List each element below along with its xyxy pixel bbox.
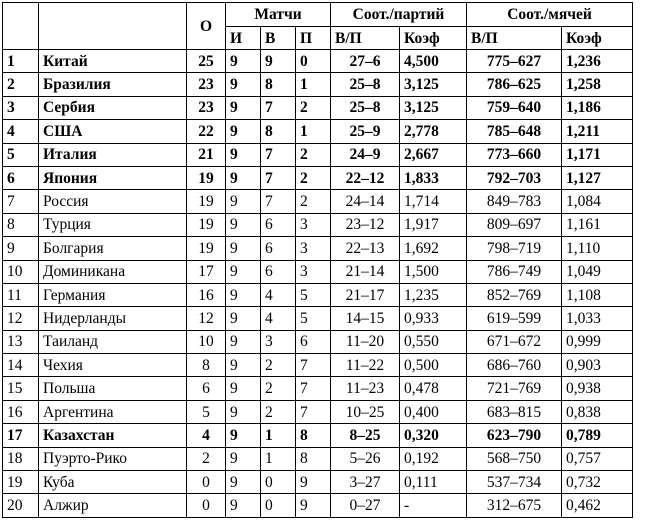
sets-wl-cell: 0–27 [331,494,400,517]
balls-coef-cell: 1,161 [562,213,633,236]
played-cell: 9 [226,96,261,119]
team-cell: Доминикана [39,260,187,283]
points-cell: 19 [187,166,226,189]
lost-cell: 3 [296,260,331,283]
lost-cell: 7 [296,377,331,400]
points-cell: 16 [187,283,226,306]
played-cell: 9 [226,166,261,189]
points-cell: 2 [187,447,226,470]
won-cell: 7 [261,190,296,213]
played-cell: 9 [226,471,261,494]
points-cell: 6 [187,377,226,400]
table-row [3,307,633,330]
points-cell: 19 [187,237,226,260]
played-cell: 9 [226,213,261,236]
balls-wl-cell: 849–783 [467,190,562,213]
sets-wl-cell: 24–14 [331,190,400,213]
balls-coef-cell: 0,838 [562,400,633,423]
won-cell: 2 [261,400,296,423]
played-cell: 9 [226,190,261,213]
points-cell: 23 [187,96,226,119]
lost-cell: 9 [296,471,331,494]
balls-coef-cell: 0,462 [562,494,633,517]
balls-wl-cell: 537–734 [467,471,562,494]
sets-coef-cell: 0,550 [400,330,467,353]
position-cell: 17 [3,424,39,447]
balls-coef-cell: 0,938 [562,377,633,400]
team-cell: Таиланд [39,330,187,353]
sets-wl-cell: 11–20 [331,330,400,353]
won-cell: 2 [261,354,296,377]
balls-wl-cell: 619–599 [467,307,562,330]
lost-cell: 9 [296,494,331,517]
team-cell: Аргентина [39,400,187,423]
position-cell: 3 [3,96,39,119]
sets-coef-cell: 0,192 [400,447,467,470]
played-cell: 9 [226,260,261,283]
won-cell: 2 [261,377,296,400]
lost-cell: 2 [296,96,331,119]
balls-wl-cell: 792–703 [467,166,562,189]
won-cell: 7 [261,96,296,119]
won-cell: 6 [261,213,296,236]
points-cell: 8 [187,354,226,377]
played-cell: 9 [226,377,261,400]
points-cell: 17 [187,260,226,283]
position-cell: 10 [3,260,39,283]
team-cell: Болгария [39,237,187,260]
lost-cell: 8 [296,424,331,447]
won-cell: 3 [261,330,296,353]
balls-wl-cell: 775–627 [467,50,562,73]
header-balls-wl: В/П [467,27,562,50]
won-cell: 1 [261,447,296,470]
balls-wl-cell: 671–672 [467,330,562,353]
table-row [3,143,633,166]
header-lost: П [296,27,331,50]
points-cell: 4 [187,424,226,447]
played-cell: 9 [226,354,261,377]
balls-wl-cell: 683–815 [467,400,562,423]
played-cell: 9 [226,120,261,143]
table-row [3,213,633,236]
header-points: О [187,3,226,50]
won-cell: 8 [261,120,296,143]
position-cell: 20 [3,494,39,517]
team-cell: Япония [39,166,187,189]
points-cell: 23 [187,73,226,96]
sets-coef-cell: 2,778 [400,120,467,143]
lost-cell: 5 [296,283,331,306]
won-cell: 0 [261,494,296,517]
sets-wl-cell: 5–26 [331,447,400,470]
team-cell: Куба [39,471,187,494]
team-cell: США [39,120,187,143]
lost-cell: 1 [296,120,331,143]
sets-coef-cell: 0,320 [400,424,467,447]
won-cell: 7 [261,166,296,189]
team-cell: Алжир [39,494,187,517]
won-cell: 4 [261,283,296,306]
sets-coef-cell: 0,500 [400,354,467,377]
points-cell: 19 [187,190,226,213]
sets-coef-cell: 0,933 [400,307,467,330]
sets-coef-cell: 1,235 [400,283,467,306]
header-sets-ratio: Соот./партий [331,3,467,27]
points-cell: 22 [187,120,226,143]
table-row [3,377,633,400]
header-sets-wl: В/П [331,27,400,50]
table-row [3,424,633,447]
table-row [3,354,633,377]
position-cell: 18 [3,447,39,470]
sets-wl-cell: 25–8 [331,96,400,119]
lost-cell: 5 [296,307,331,330]
sets-coef-cell: 0,400 [400,400,467,423]
played-cell: 9 [226,283,261,306]
balls-coef-cell: 1,236 [562,50,633,73]
header-balls-ratio: Соот./мячей [467,3,633,27]
sets-wl-cell: 23–12 [331,213,400,236]
lost-cell: 7 [296,354,331,377]
team-cell: Турция [39,213,187,236]
balls-wl-cell: 773–660 [467,143,562,166]
header-row-top [3,3,633,27]
balls-coef-cell: 0,732 [562,471,633,494]
team-cell: Италия [39,143,187,166]
table-row [3,120,633,143]
position-cell: 12 [3,307,39,330]
balls-coef-cell: 1,258 [562,73,633,96]
sets-coef-cell: 1,833 [400,166,467,189]
table-row [3,96,633,119]
sets-coef-cell: 3,125 [400,73,467,96]
sets-coef-cell: 0,111 [400,471,467,494]
team-cell: Польша [39,377,187,400]
sets-wl-cell: 11–22 [331,354,400,377]
table-row [3,260,633,283]
sets-coef-cell: 3,125 [400,96,467,119]
balls-coef-cell: 1,049 [562,260,633,283]
team-cell: Пуэрто-Рико [39,447,187,470]
position-cell: 6 [3,166,39,189]
played-cell: 9 [226,400,261,423]
lost-cell: 3 [296,213,331,236]
team-cell: Чехия [39,354,187,377]
balls-wl-cell: 686–760 [467,354,562,377]
balls-coef-cell: 0,789 [562,424,633,447]
sets-coef-cell: 1,500 [400,260,467,283]
lost-cell: 2 [296,143,331,166]
table-row [3,471,633,494]
sets-wl-cell: 22–13 [331,237,400,260]
sets-wl-cell: 14–15 [331,307,400,330]
balls-wl-cell: 568–750 [467,447,562,470]
sets-wl-cell: 10–25 [331,400,400,423]
sets-wl-cell: 27–6 [331,50,400,73]
sets-coef-cell: 1,917 [400,213,467,236]
table-row [3,400,633,423]
points-cell: 25 [187,50,226,73]
position-cell: 9 [3,237,39,260]
table-row [3,330,633,353]
played-cell: 9 [226,143,261,166]
points-cell: 5 [187,400,226,423]
sets-coef-cell: - [400,494,467,517]
won-cell: 4 [261,307,296,330]
position-cell: 8 [3,213,39,236]
lost-cell: 2 [296,190,331,213]
points-cell: 21 [187,143,226,166]
won-cell: 1 [261,424,296,447]
sets-coef-cell: 2,667 [400,143,467,166]
table-row [3,494,633,517]
balls-coef-cell: 1,033 [562,307,633,330]
won-cell: 8 [261,73,296,96]
table-row [3,237,633,260]
balls-wl-cell: 721–769 [467,377,562,400]
table-row [3,190,633,213]
position-cell: 19 [3,471,39,494]
position-cell: 7 [3,190,39,213]
header-played: И [226,27,261,50]
sets-wl-cell: 22–12 [331,166,400,189]
sets-coef-cell: 0,478 [400,377,467,400]
header-balls-coef: Коэф [562,27,633,50]
balls-coef-cell: 1,211 [562,120,633,143]
played-cell: 9 [226,237,261,260]
balls-coef-cell: 1,110 [562,237,633,260]
points-cell: 0 [187,471,226,494]
table-row [3,166,633,189]
balls-coef-cell: 0,757 [562,447,633,470]
balls-coef-cell: 1,127 [562,166,633,189]
balls-coef-cell: 1,108 [562,283,633,306]
points-cell: 12 [187,307,226,330]
standings-body [3,50,633,518]
team-cell: Нидерланды [39,307,187,330]
header-sets-coef: Коэф [400,27,467,50]
lost-cell: 2 [296,166,331,189]
sets-wl-cell: 25–9 [331,120,400,143]
header-team [39,3,187,50]
won-cell: 6 [261,237,296,260]
table-row [3,283,633,306]
position-cell: 14 [3,354,39,377]
sets-wl-cell: 11–23 [331,377,400,400]
balls-wl-cell: 786–749 [467,260,562,283]
header-won: В [261,27,296,50]
balls-wl-cell: 809–697 [467,213,562,236]
points-cell: 0 [187,494,226,517]
won-cell: 9 [261,50,296,73]
position-cell: 15 [3,377,39,400]
balls-coef-cell: 1,171 [562,143,633,166]
position-cell: 4 [3,120,39,143]
balls-coef-cell: 0,903 [562,354,633,377]
position-cell: 16 [3,400,39,423]
played-cell: 9 [226,307,261,330]
team-cell: Бразилия [39,73,187,96]
position-cell: 1 [3,50,39,73]
played-cell: 9 [226,447,261,470]
balls-wl-cell: 852–769 [467,283,562,306]
lost-cell: 1 [296,73,331,96]
position-cell: 5 [3,143,39,166]
team-cell: Китай [39,50,187,73]
balls-wl-cell: 759–640 [467,96,562,119]
lost-cell: 0 [296,50,331,73]
sets-wl-cell: 24–9 [331,143,400,166]
sets-coef-cell: 1,692 [400,237,467,260]
balls-wl-cell: 798–719 [467,237,562,260]
sets-wl-cell: 3–27 [331,471,400,494]
won-cell: 0 [261,471,296,494]
header-matches: Матчи [226,3,331,27]
lost-cell: 3 [296,237,331,260]
played-cell: 9 [226,330,261,353]
team-cell: Казахстан [39,424,187,447]
sets-wl-cell: 21–17 [331,283,400,306]
won-cell: 7 [261,143,296,166]
balls-wl-cell: 312–675 [467,494,562,517]
header-position [3,3,39,50]
position-cell: 11 [3,283,39,306]
played-cell: 9 [226,50,261,73]
sets-coef-cell: 1,714 [400,190,467,213]
team-cell: Германия [39,283,187,306]
standings-table [2,2,633,518]
points-cell: 19 [187,213,226,236]
won-cell: 6 [261,260,296,283]
lost-cell: 6 [296,330,331,353]
balls-wl-cell: 623–790 [467,424,562,447]
balls-wl-cell: 785–648 [467,120,562,143]
position-cell: 13 [3,330,39,353]
table-row [3,50,633,73]
lost-cell: 8 [296,447,331,470]
sets-wl-cell: 25–8 [331,73,400,96]
table-row [3,73,633,96]
team-cell: Сербия [39,96,187,119]
played-cell: 9 [226,73,261,96]
position-cell: 2 [3,73,39,96]
lost-cell: 7 [296,400,331,423]
played-cell: 9 [226,494,261,517]
balls-coef-cell: 1,186 [562,96,633,119]
team-cell: Россия [39,190,187,213]
balls-wl-cell: 786–625 [467,73,562,96]
points-cell: 10 [187,330,226,353]
table-row [3,447,633,470]
played-cell: 9 [226,424,261,447]
sets-wl-cell: 21–14 [331,260,400,283]
sets-wl-cell: 8–25 [331,424,400,447]
balls-coef-cell: 0,999 [562,330,633,353]
balls-coef-cell: 1,084 [562,190,633,213]
sets-coef-cell: 4,500 [400,50,467,73]
